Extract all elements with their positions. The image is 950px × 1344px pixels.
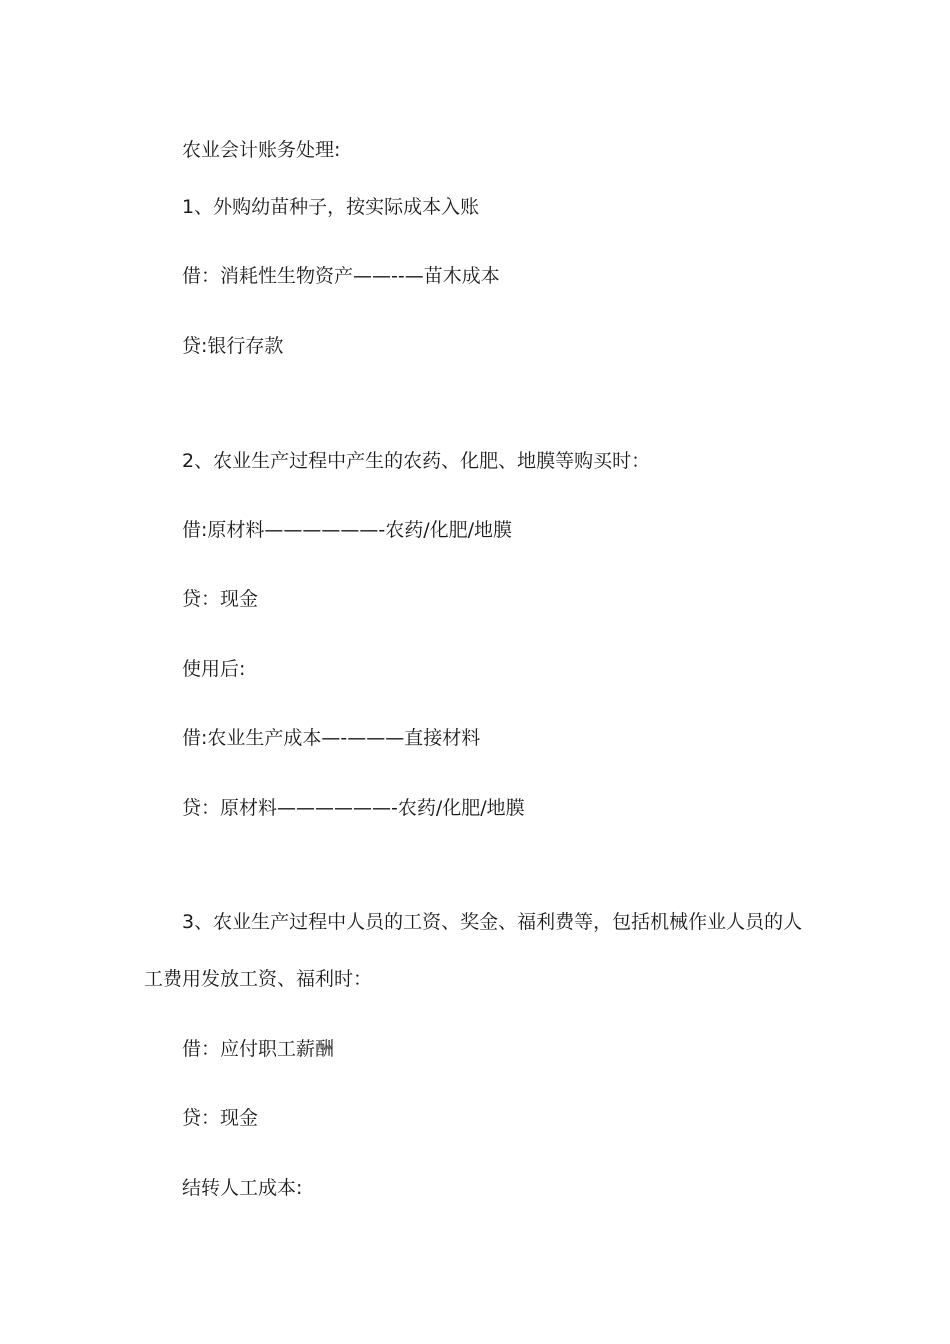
section2-after-use-label: 使用后:: [182, 658, 246, 680]
section3-credit-entry: 贷：现金: [182, 1107, 259, 1129]
section2-credit-entry: 贷：现金: [182, 588, 259, 610]
section2-debit-entry: 借:原材料——————-农药/化肥/地膜: [182, 519, 513, 541]
section1-title: 1、外购幼苗种子，按实际成本入账: [182, 196, 480, 218]
section3-title-line1: 3、农业生产过程中人员的工资、奖金、福利费等，包括机械作业人员的人: [182, 911, 803, 933]
section3-debit-entry: 借：应付职工薪酬: [182, 1038, 335, 1060]
section3-title-line2: 工费用发放工资、福利时：: [144, 968, 373, 990]
section1-debit-entry: 借：消耗性生物资产——--—苗木成本: [182, 265, 500, 287]
section2-after-credit-entry: 贷：原材料——————-农药/化肥/地膜: [182, 797, 525, 819]
section3-transfer-label: 结转人工成本:: [182, 1177, 303, 1199]
document-heading: 农业会计账务处理:: [182, 139, 341, 161]
section2-after-debit-entry: 借:农业生产成本—-———直接材料: [182, 727, 481, 749]
section2-title: 2、农业生产过程中产生的农药、化肥、地膜等购买时：: [182, 450, 651, 472]
section1-credit-entry: 贷:银行存款: [182, 335, 284, 357]
